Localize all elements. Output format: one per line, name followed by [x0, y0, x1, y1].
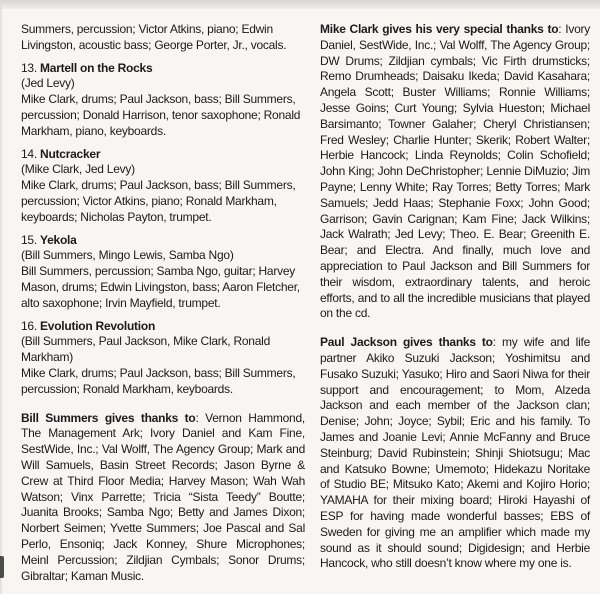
- track-writers: (Bill Summers, Paul Jackson, Mike Clark, Ronald Markham): [21, 334, 270, 365]
- track-personnel: Mike Clark, drums; Paul Jackson, bass; Bill Summers, percussion; Donald Harrison, tenor saxophone; Ronald Markham, piano, keyboards.: [21, 92, 301, 138]
- track-title: Evolution Revolution: [40, 318, 156, 333]
- thanks-lead: Mike Clark gives his very special thanks to: [320, 22, 559, 36]
- thanks-lead: Bill Summers gives thanks to: [21, 410, 196, 425]
- track-number: 16.: [21, 318, 37, 333]
- track-entry-16: [21, 319, 305, 398]
- track-personnel: Mike Clark, drums; Paul Jackson, bass; Bill Summers, percussion; Ronald Markham, keyboards.: [21, 365, 296, 396]
- track-personnel: Mike Clark, drums; Paul Jackson, bass; Bill Summers, percussion; Victor Atkins, piano; Ronald Markham, keyboards; Nicholas Payton, trumpet.: [21, 178, 296, 224]
- track-writers: (Bill Summers, Mingo Lewis, Samba Ngo): [21, 248, 234, 263]
- track-number: 13.: [21, 60, 37, 75]
- track-title: Martell on the Rocks: [40, 60, 153, 75]
- track-heading: [21, 319, 305, 335]
- left-column: [21, 22, 305, 584]
- track-title: Nutcracker: [40, 146, 101, 161]
- track-writers: (Mike Clark, Jed Levy): [21, 162, 135, 177]
- thanks-paragraph-paul-jackson: [320, 335, 590, 572]
- track-number: 15.: [21, 232, 37, 247]
- track-entry-15: [21, 233, 305, 312]
- thanks-lead: Paul Jackson gives thanks to: [320, 335, 493, 350]
- thanks-body: : Vernon Hammond, The Management Ark; Ivory Daniel and Kam Fine, SestWide, Inc.; Val Wolff, The Agency Group; Mark and Will Samuels, Basin Street Records; Jason Byrne & Crew at Third Floor Media; Harvey Mason; Wah Wah Watson; Vinx Parrette; Tricia “Sista Teedy” Boutte; Juanita Brooks; Samba Ngo; Betty and James Dixon; Norbert Seimen; Yvette Summers; Joe Pascal and Sal Perlo, Ensoniq; Jack Konney, Shure Microphones; Meinl Percussion; Zildjian Cymbals; Sonor Drums; Gibraltar; Kaman Music.: [21, 410, 305, 583]
- track-entry-13: [21, 61, 305, 140]
- track-heading: [21, 61, 305, 77]
- track-heading: [21, 233, 305, 249]
- thanks-paragraph-bill-summers: [21, 411, 305, 585]
- track-heading: [21, 147, 305, 163]
- track-title: Yekola: [40, 232, 77, 247]
- track-number: 14.: [21, 146, 37, 161]
- thanks-body: : my wife and life partner Akiko Suzuki Jackson; Yoshimitsu and Fusako Suzuki; Yasuko; Hiro and Saori Niwa for their support and encouragement; to Mom, Alzeda Jackson and each member of the Jackson clan; Denise; John; Joyce; Sybil; Eric and his family. To James and Joanie Levi; Annie McFanny and Bruce Steinburg; David Rubinstein; Shinji Shiotsugu; Mac and Katsuko Bowne; Umemoto; Hidekazu Noritake of Studio BE; Mitsuko Kato; Akemi and Kojiro Horio; YAMAHA for their mixing board; Hiroki Hayashi of ESP for having made wonderful basses; EBS of Sweden for giving me an amplifier which made my sound as it should sound; Digidesign; and Herbie Hancock, who still doesn’t know where my one is.: [320, 335, 590, 571]
- track-personnel: Bill Summers, percussion; Samba Ngo, guitar; Harvey Mason, drums; Edwin Livingston, bass; Aaron Fletcher, alto saxophone; Irvin Mayfield, trumpet.: [21, 264, 300, 310]
- thanks-paragraph-mike-clark: [320, 22, 590, 322]
- right-column: [320, 22, 590, 584]
- track-writers: (Jed Levy): [21, 76, 75, 91]
- continuation-text: Summers, percussion; Victor Atkins, piano; Edwin Livingston, acoustic bass; George Porter, Jr., vocals.: [21, 22, 287, 52]
- thanks-body: : Ivory Daniel, SestWide, Inc.; Val Wolff, The Agency Group; DW Drums; Zildjian cymbals; Vic Firth drumsticks; Remo Drumheads; Daisaku Ikeda; David Kasahara; Angela Scott; Buster Williams; Ronnie Williams; Jesse Goins; Curt Young; Sylvia Hueston; Michael Barsimanto; Towner Galaher; Cheryl Christiansen; Fred Wesley; Charlie Hunter; Skerik; Robert Walter; Herbie Hancock; Linda Reynolds; Colin Schofield; John King; John DeChristopher; Lennie DiMuzio; Jim Payne; Lenny White; Ray Torres; Betty Torres; Mark Samuels; Jedd Haas; Stephanie Foxx; John Good; Garrison; Gavin Carignan; Kam Fine; Jack Wilkins; Jack Walrath; Jed Levy; Theo. E. Bear; Greenith E. Bear; and Electra. And finally, much love and appreciation to Paul Jackson and Bill Summers for their wisdom, extraordinary talents, and heroic efforts, and to all the incredible musicians that played on the cd.: [320, 22, 590, 321]
- track-entry-14: [21, 147, 305, 226]
